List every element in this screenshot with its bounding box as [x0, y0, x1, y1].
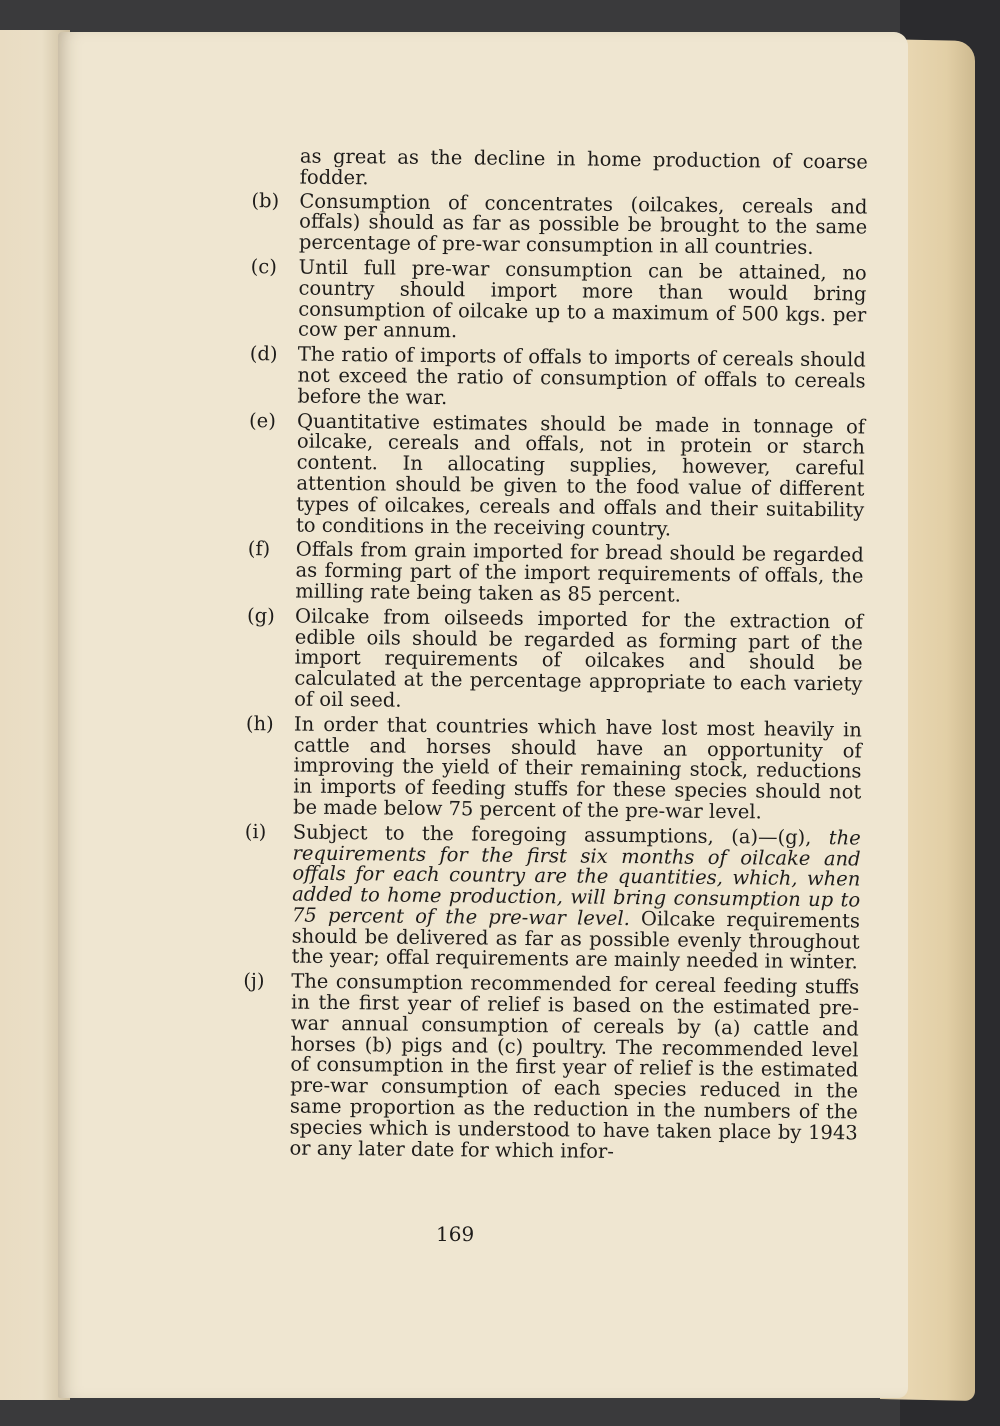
- item-text: Offals from grain imported for bread should be regarded as forming part of the import requirements of offals, the milling rate being taken as 85 percent.: [295, 537, 864, 607]
- item-label: (d): [249, 342, 278, 366]
- item-text-italic: the requirements for the first six months of oilcake and offals for each country are the quantities, which, when added to home production, will bring consumption up to 75 percent of the pre-war level.: [291, 825, 861, 930]
- item-label: (g): [246, 603, 275, 628]
- list-item-c: [246, 257, 867, 347]
- list-item-e: [244, 408, 866, 542]
- item-text: Quantitative estimates should be made in tonnage of oilcake, cereals and offals, not in protein or starch content. In allocating supplies, however, careful attention should be given to the food value of different types of oilcakes, cereals and offals and their suitability to conditions in the receiving country.: [295, 409, 866, 540]
- item-text: The consumption recommended for cereal feeding stuffs in the first year of relief is based on the estimated pre-war annual consumption of cereals by (a) cattle and horses (b) pigs and (c) poultry. The recommended level of consumption in the first year of relief is the estimated pre-war consumption of each species reduced in the same proportion as the reduction in the numbers of the species which is understood to have taken place by 1943 or any later date for which infor-: [289, 969, 860, 1163]
- item-text: Oilcake from oilseeds imported for the extraction of edible oils should be regarded as forming part of the import requirements of oilcakes and should be calculated at the percentage appropriate to each variety of oil seed.: [294, 604, 864, 712]
- body-text: [237, 146, 868, 1169]
- page-number: 169: [436, 1222, 475, 1246]
- item-label: (c): [250, 255, 277, 279]
- item-text: Until full pre-war consumption can be attained, no country should import more than would bring consumption of oilcake up to a maximum of 500 kgs. per cow per annum.: [297, 255, 867, 343]
- item-label: (f): [247, 537, 271, 561]
- list-item-f: [243, 539, 864, 608]
- item-label: (j): [243, 969, 265, 993]
- item-text: The ratio of imports of offals to imports of cereals should not exceed the ratio of consumption of offals to cereals before the war.: [297, 342, 866, 409]
- book-page: [58, 32, 908, 1398]
- item-label: (h): [245, 711, 274, 736]
- continuation-paragraph: as great as the decline in home production of coarse fodder.: [299, 144, 868, 190]
- list-item-g: [242, 603, 864, 716]
- list-item-i: [239, 819, 861, 974]
- item-label: (i): [244, 819, 267, 843]
- item-label: (b): [251, 188, 280, 212]
- list-item-b: [247, 188, 868, 260]
- list-item-j: [237, 971, 859, 1165]
- item-label: (e): [249, 408, 277, 432]
- item-text: Consumption of concentrates (oilcakes, cereals and offals) should as far as possible be brought to the same percentage of pre-war consumption in all countries.: [298, 189, 868, 260]
- item-text: In order that countries which have lost most heavily in cattle and horses should have an opportunity of improving the yield of their remaining stock, reductions in imports of feeding stuffs for these species should not be made below 75 percent of the pre-war level.: [292, 712, 863, 824]
- list-item-d: [245, 344, 866, 413]
- item-text-tail: Oilcake requirements should be delivered as far as possible evenly throughout the year; offal requirements are mainly needed in winter.: [291, 906, 861, 974]
- item-text: [291, 822, 860, 974]
- item-text-lead: Subject to the foregoing assumptions, (a)—(g),: [292, 820, 829, 849]
- list-item-h: [241, 711, 863, 824]
